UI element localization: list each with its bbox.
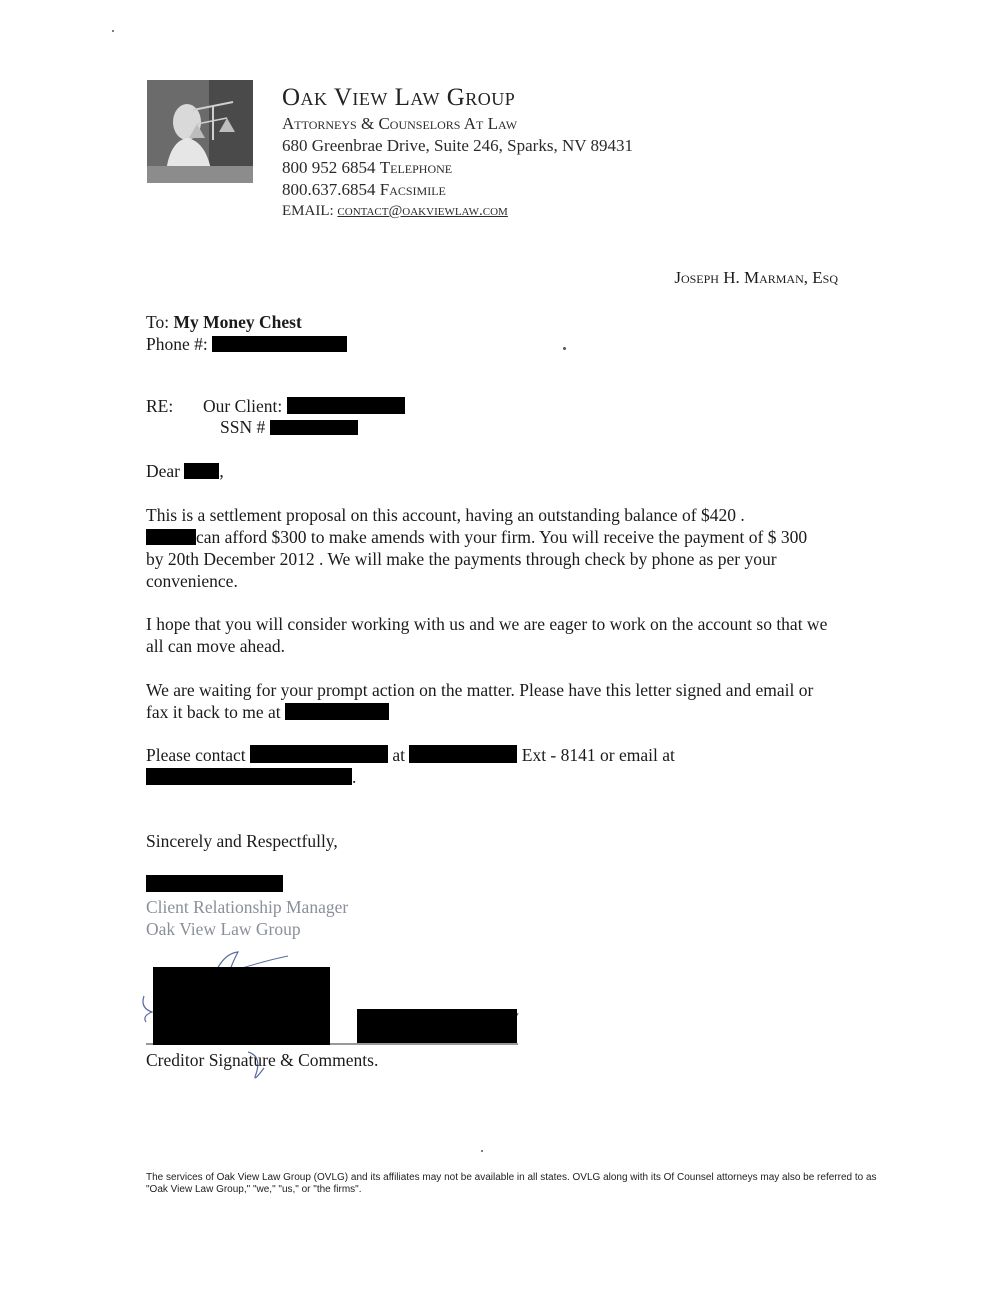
redaction-block <box>287 397 405 414</box>
ssn-label: SSN # <box>220 417 266 437</box>
salutation-comma: , <box>219 461 224 481</box>
to-label: To: <box>146 312 170 332</box>
recipient-phone <box>146 333 347 355</box>
redaction-block <box>270 420 358 435</box>
p1-line2-text: can afford $300 to make amends with your firm. You will receive the payment of $ 300 <box>196 527 808 547</box>
closing-title: Client Relationship Manager <box>146 897 349 917</box>
paragraph-settlement <box>146 504 891 592</box>
p1-line4: convenience. <box>146 571 238 591</box>
scan-speck <box>563 347 566 350</box>
p3-line1: We are waiting for your prompt action on the matter. Please have this letter signed and email or <box>146 680 814 700</box>
p4-at-text: at <box>392 745 405 765</box>
p4-line1 <box>146 744 891 766</box>
attorney-name: Joseph H. Marman, Esq <box>674 268 838 287</box>
redaction-block <box>184 463 219 479</box>
lady-justice-icon <box>147 80 253 183</box>
p3-line2-text: fax it back to me at <box>146 702 281 722</box>
re-client <box>203 395 405 417</box>
p1-line1: This is a settlement proposal on this account, having an outstanding balance of $420 . <box>146 505 745 525</box>
redaction-block <box>357 1009 517 1043</box>
recipient-name: My Money Chest <box>173 312 302 332</box>
firm-name: Oak View Law Group <box>282 84 516 111</box>
sign-off: Sincerely and Respectfully, <box>146 831 338 851</box>
p2-line1: I hope that you will consider working with us and we are eager to work on the account so that we <box>146 614 828 634</box>
p1-line3: by 20th December 2012 . We will make the payments through check by phone as per your <box>146 549 777 569</box>
paragraph-contact <box>146 744 891 788</box>
footer-disclaimer: The services of Oak View Law Group (OVLG) and its affiliates may not be available in all states. OVLG along with its Of Counsel attorneys may also be referred to as "Oak View Law Group," "we," "us," or "the firms". <box>146 1172 877 1195</box>
re-ssn <box>220 416 358 438</box>
p2-line2: all can move ahead. <box>146 636 285 656</box>
scan-speck <box>112 30 114 32</box>
redaction-block <box>153 967 330 1045</box>
firm-facsimile <box>282 180 446 200</box>
client-label: Our Client: <box>203 396 283 416</box>
redaction-block <box>285 703 389 720</box>
p4-contact-text: Please contact <box>146 745 246 765</box>
redaction-block <box>250 745 388 763</box>
firm-telephone <box>282 158 452 178</box>
p1-line2 <box>146 526 891 548</box>
redaction-block <box>212 336 347 352</box>
paragraph-waiting <box>146 679 891 723</box>
redaction-block <box>146 875 283 892</box>
paragraph-hope <box>146 613 891 657</box>
firm-email-line <box>282 203 508 220</box>
redaction-block <box>146 529 196 545</box>
fax-number: 800.637.6854 <box>282 180 376 199</box>
p3-line2 <box>146 701 891 723</box>
re-label: RE: <box>146 396 174 416</box>
email-label: EMAIL: <box>282 203 334 219</box>
telephone-number: 800 952 6854 <box>282 158 376 177</box>
creditor-signature-label: Creditor Signature & Comments. <box>146 1050 379 1070</box>
salutation <box>146 460 224 482</box>
p4-line2 <box>146 766 891 788</box>
email-link[interactable]: contact@oakviewlaw.com <box>337 203 508 219</box>
telephone-label: Telephone <box>379 158 453 177</box>
scan-speck <box>481 1150 483 1152</box>
p4-ext-text: Ext - 8141 or email at <box>521 745 675 765</box>
firm-address: 680 Greenbrae Drive, Suite 246, Sparks, NV 89431 <box>282 136 633 155</box>
firm-logo <box>147 80 253 183</box>
salutation-dear: Dear <box>146 461 181 481</box>
phone-label: Phone #: <box>146 334 208 354</box>
closing-company: Oak View Law Group <box>146 919 301 939</box>
p4-period: . <box>352 767 357 787</box>
recipient-to <box>146 311 302 333</box>
fax-label: Facsimile <box>379 180 446 199</box>
firm-tagline: Attorneys & Counselors At Law <box>282 114 518 133</box>
redaction-block <box>409 745 517 763</box>
redaction-block <box>146 768 352 785</box>
